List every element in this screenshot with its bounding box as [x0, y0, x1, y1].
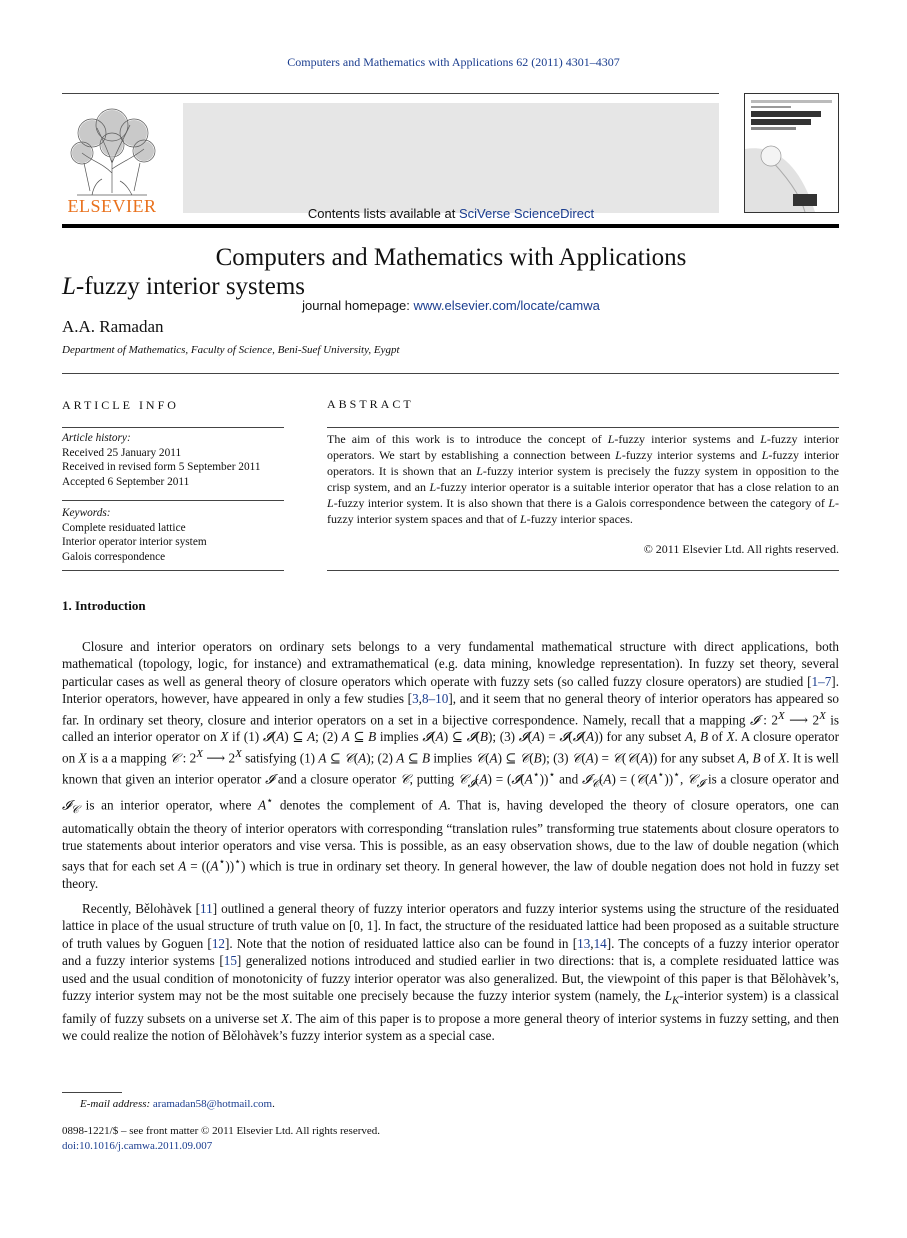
footnote-rule — [62, 1092, 122, 1093]
header-rule — [62, 93, 719, 94]
keywords-label: Keywords: — [62, 507, 111, 519]
article-info-heading: ARTICLE INFO — [62, 398, 179, 412]
info-rule — [62, 427, 284, 428]
email-label: E-mail address: — [80, 1098, 153, 1110]
header-thick-rule — [62, 224, 839, 228]
section-heading: 1. Introduction — [62, 598, 146, 613]
issn-line: 0898-1221/$ – see front matter © 2011 Elsevier Ltd. All rights reserved. — [62, 1125, 381, 1137]
elsevier-wordmark: ELSEVIER — [67, 196, 157, 216]
keyword: Interior operator interior system — [62, 536, 207, 548]
author-name: A.A. Ramadan — [62, 317, 164, 336]
history-label: Article history: — [62, 432, 131, 444]
doi-link[interactable]: doi:10.1016/j.camwa.2011.09.007 — [62, 1140, 213, 1152]
keywords — [62, 506, 207, 564]
journal-cover-image[interactable] — [744, 93, 839, 213]
homepage-prefix: journal homepage: — [302, 298, 414, 313]
footnote: E-mail address: aramadan58@hotmail.com. — [80, 1098, 275, 1110]
citation-link[interactable]: 11 — [200, 901, 213, 916]
citation-link[interactable]: 14 — [593, 935, 607, 951]
abstract-copyright: © 2011 Elsevier Ltd. All rights reserved. — [643, 542, 839, 556]
section-rule — [62, 373, 839, 374]
intro-paragraph-1: Closure and interior operators on ordinary sets belongs to a very fundamental mathematical structure with direct applications, both mathematical (topology, logic, for instance) and extramathematical (e.g. data mining, knowledge representation). In fuzzy set theory, several particular cases as well as general theory of closure operators which operate with fuzzy sets (so called fuzzy closure operators) are studied [1–7]. Interior operators, however, have appeared in only a few studies [3,8–10], and it seem that no general theory of interior operators has appeared so far. In ordinary set theory, closure and interior operators on a set in a bijective correspondence. Namely, recall that a mapping 𝓘 : $2^X$ ⟶ $2^X$ is called an interior operator on X if (1) 𝓘(A) ⊆ A; (2) A ⊆ B implies 𝓘(A) ⊆ 𝓘(B); (3) 𝓘(A) = 𝓘(𝓘(A)) for any subset A, B of X. A closure operator on X is a a mapping 𝒞 : $2^X$ ⟶ $2^X$ satisfying (1) A ⊆ 𝒞(A); (2) A ⊆ B implies 𝒞(A) ⊆ 𝒞(B); (3) 𝒞(A) = 𝒞(𝒞(A)) for any subset A, B of X. It is well known that given an interior operator 𝓘 and a closure operator 𝒞, putting 𝒞$_𝓘$(A) = (𝓘(A⋆))⋆ and 𝓘$_𝒞$(A) = (𝒞(A⋆))⋆, 𝒞$_𝓘$ is a closure operator and 𝓘$_𝒞$ is an interior operator, where A⋆ denotes the complement of A. That is, having developed the theory of closure operators, one can automatically obtain the theory of interior operators with corresponding “translation rules” transforming true statements about closure operators to true statements about interior operators and vise versa. This is possible, as an easy observation shows, due to the law of double negation (which says that for each set A = ((A⋆))⋆) which is true in ordinary set theory. In general however, the law of double negation does not hold in fuzzy set theory. — [62, 639, 840, 892]
citation-link[interactable]: 3 — [412, 691, 419, 707]
abstract-text: The aim of this work is to introduce the concept of L-fuzzy interior systems and L-fuzzy interior operators. We start by establishing a connection between L-fuzzy interior systems and L-fuzzy interior operators. It is shown that an L-fuzzy interior system is precisely the fuzzy system in opposition to the crisp system, and an L-fuzzy interior operator is a suitable interior operator that has a close relation to an L-fuzzy interior system. It is also shown that there is a Galois correspondence between the category of L-fuzzy interior system spaces and that of L-fuzzy interior spaces. — [327, 432, 840, 526]
article-history — [62, 431, 260, 489]
abstract-rule — [327, 427, 839, 428]
intro-paragraph-2: Recently, Bělohàvek [11] outlined a general theory of fuzzy interior operators and fuzzy interior systems using the structure of the residuated lattice in place of the usual structure of truth value on [0, 1]. In fact, the structure of the residuated lattice had been proposed as a suitable structure of truth values by Goguen [12]. Note that the notion of residuated lattice also can be found in [13,14]. The concepts of a fuzzy interior operator and a fuzzy interior systems [15] generalized notions introduced and studied earlier in two directions: that is, a complete residuated lattice was used and the usual condition of monotonicity of fuzzy interior operator was also generalized. But, the viewpoint of this paper is that Bělohàvek’s, fuzzy interior system may not be the most suitable one precisely because the fuzzy interior system (namely, the $L_K$-interior system) is a classical family of fuzzy subsets on a universe set X. The aim of this paper is to propose a more general theory of interior systems in fuzzy setting, and then we could realize the notion of Bělohàvek’s fuzzy interior system as a special case. — [62, 901, 839, 1044]
journal-title: Computers and Mathematics with Applications — [215, 244, 687, 271]
keyword: Galois correspondence — [62, 550, 166, 563]
sciencedirect-link[interactable]: SciVerse ScienceDirect — [458, 206, 595, 221]
info-rule — [62, 500, 284, 501]
abstract-heading: ABSTRACT — [327, 397, 414, 411]
article-title-rest: -fuzzy interior systems — [75, 273, 306, 300]
abstract-rule — [327, 570, 839, 571]
contents-line — [183, 206, 719, 221]
email-link[interactable]: aramadan58@hotmail.com — [152, 1098, 273, 1110]
journal-citation[interactable]: Computers and Mathematics with Applications 62 (2011) 4301–4307 — [287, 55, 620, 69]
citation-link[interactable]: 8–10 — [421, 691, 449, 707]
homepage-link[interactable]: www.elsevier.com/locate/camwa — [413, 298, 600, 313]
citation-link[interactable]: 1–7 — [811, 673, 832, 689]
citation-link[interactable]: 12 — [211, 935, 226, 951]
citation-link[interactable]: 15 — [223, 953, 237, 969]
article-title — [62, 273, 305, 301]
author-affiliation: Department of Mathematics, Faculty of Science, Beni-Suef University, Eygpt — [62, 344, 400, 356]
history-received: Received 25 January 2011 — [62, 446, 182, 459]
keyword: Complete residuated lattice — [62, 521, 186, 534]
info-rule — [62, 570, 284, 571]
citation-link[interactable]: 13 — [577, 935, 591, 951]
history-revised: Received in revised form 5 September 2011 — [62, 461, 261, 473]
article-title-italic: L — [62, 273, 76, 300]
history-accepted: Accepted 6 September 2011 — [62, 475, 190, 488]
contents-prefix: Contents lists available at — [307, 206, 459, 221]
